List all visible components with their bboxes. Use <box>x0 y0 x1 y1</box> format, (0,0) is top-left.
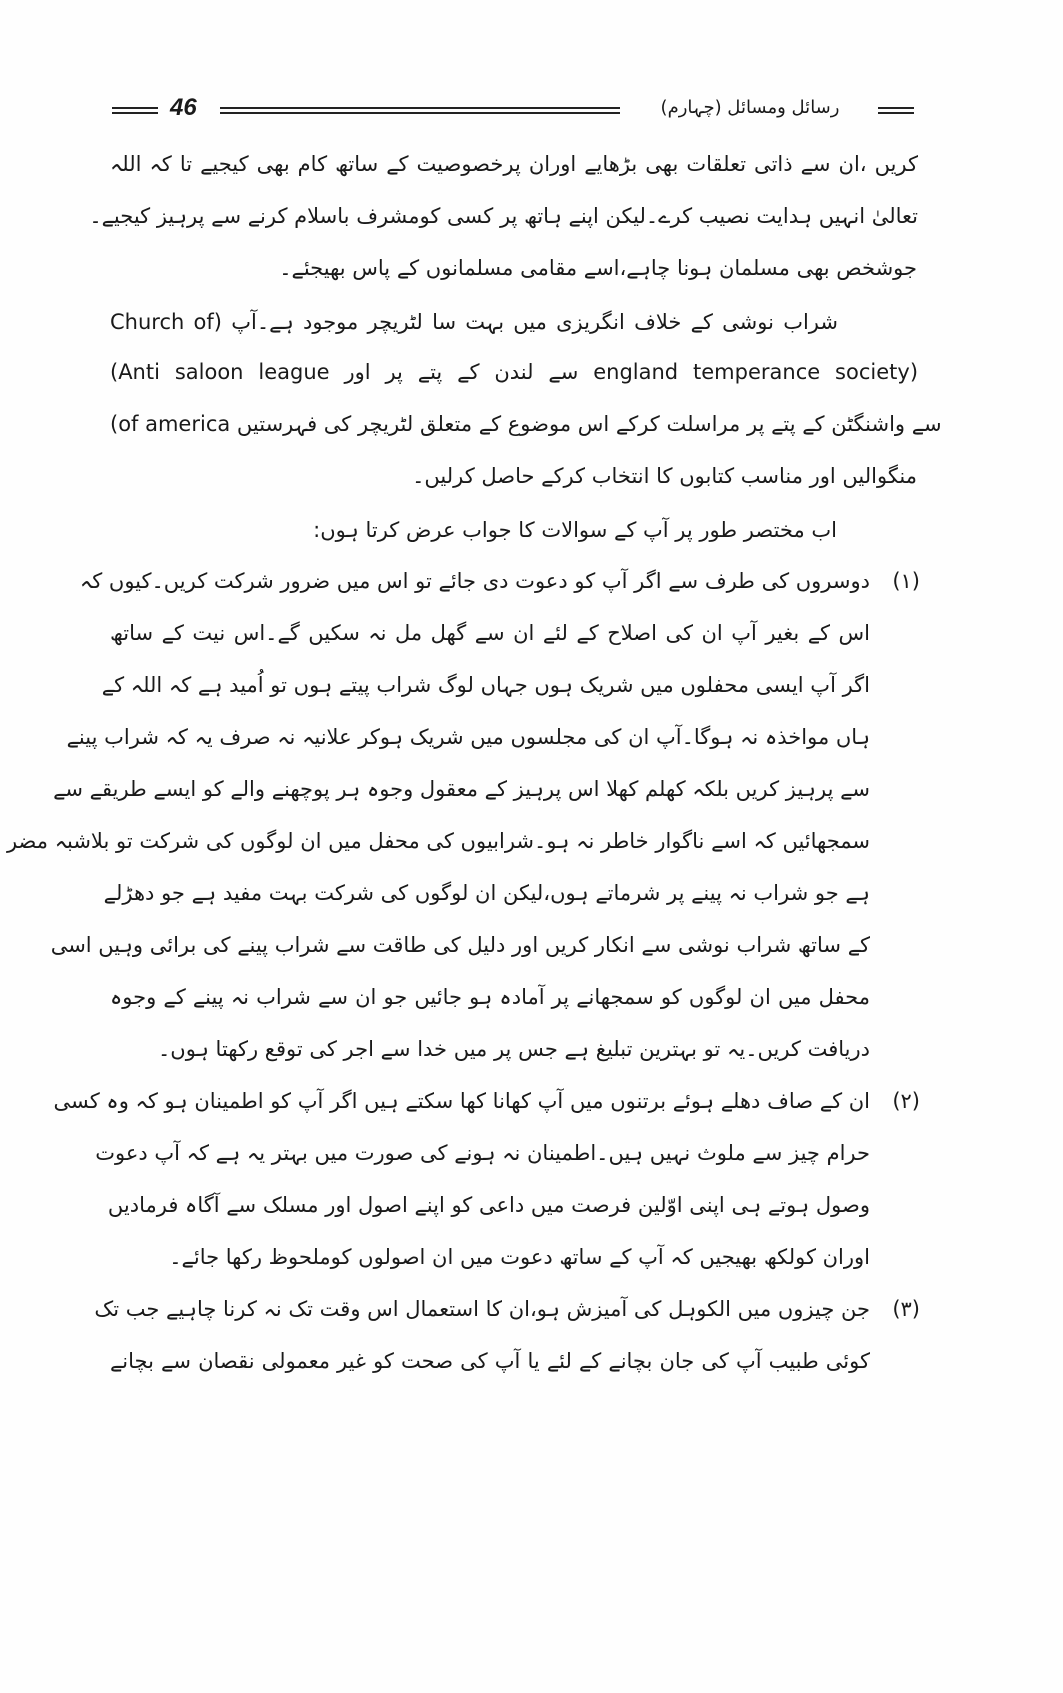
list-item-line: اگر آپ ایسی محفلوں میں شریک ہوں جہاں لوگ شراب پیتے ہوں تو اُمید ہے کہ اللہ کے <box>101 673 870 697</box>
paragraph-line: تعالیٰ انہیں ہدایت نصیب کرے۔لیکن اپنے ہاتھ پر کسی کومشرف باسلام کرنے سے پرہیز کیجیے۔ <box>89 204 918 228</box>
header-rule-left <box>112 107 158 114</box>
list-item-marker: (۲) <box>892 1089 920 1113</box>
page-header <box>112 93 914 123</box>
paragraph-line: (Anti saloon league سے لندن کے پتے پر اور england temperance society) <box>110 360 919 384</box>
running-title: رسائل ومسائل (چہارم) <box>660 97 840 118</box>
list-item-line: اوران کولکھ بھیجیں کہ آپ کے ساتھ دعوت میں ان اصولوں کوملحوظ رکھا جائے۔ <box>169 1245 870 1269</box>
list-item-line: اس کے بغیر آپ ان کی اصلاح کے لئے ان سے گھل مل نہ سکیں گے۔اس نیت کے ساتھ <box>110 621 870 645</box>
paragraph-line: جوشخص بھی مسلمان ہونا چاہے،اسے مقامی مسلمانوں کے پاس بھیجئے۔ <box>279 256 917 280</box>
list-item-line: سمجھائیں کہ اسے ناگوار خاطر نہ ہو۔شرابیوں کی محفل میں ان لوگوں کی شرکت تو بلاشبہ مضر <box>6 829 870 853</box>
list-item-line: وصول ہوتے ہی اپنی اوّلین فرصت میں داعی کو اپنے اصول اور مسلک سے آگاہ فرمادیں <box>107 1193 870 1217</box>
list-item-line: جن چیزوں میں الکوہل کی آمیزش ہو،ان کا استعمال اس وقت تک نہ کرنا چاہیے جب تک <box>94 1297 870 1321</box>
list-item-line: دوسروں کی طرف سے اگر آپ کو دعوت دی جائے تو اس میں ضرور شرکت کریں۔کیوں کہ <box>79 569 870 593</box>
header-rule-middle <box>220 107 620 114</box>
paragraph-line: کریں ،ان سے ذاتی تعلقات بھی بڑھایے اوران پرخصوصیت کے ساتھ کام بھی کیجیے تا کہ اللہ <box>110 152 918 176</box>
paragraph-line: شراب نوشی کے خلاف انگریزی میں بہت سا لٹریچر موجود ہے۔آپ (Church of <box>110 310 838 334</box>
list-item-line: سے پرہیز کریں بلکہ کھلم کھلا اس پرہیز کے معقول وجوہ ہر پوچھنے والے کو ایسے طریقے سے <box>53 777 870 801</box>
paragraph-line: اب مختصر طور پر آپ کے سوالات کا جواب عرض کرتا ہوں: <box>313 518 837 542</box>
list-item-line: دریافت کریں۔یہ تو بہترین تبلیغ ہے جس پر میں خدا سے اجر کی توقع رکھتا ہوں۔ <box>158 1037 870 1061</box>
list-item-marker: (۳) <box>892 1297 920 1321</box>
list-item-line: ان کے صاف دھلے ہوئے برتنوں میں آپ کھانا کھا سکتے ہیں اگر آپ کو اطمینان ہو کہ وہ کسی <box>53 1089 870 1113</box>
paragraph-line: منگوالیں اور مناسب کتابوں کا انتخاب کرکے حاصل کرلیں۔ <box>412 464 917 488</box>
list-item-line: کوئی طبیب آپ کی جان بچانے کے لئے یا آپ کی صحت کو غیر معمولی نقصان سے بچانے <box>110 1349 870 1373</box>
list-item-line: ہاں مواخذہ نہ ہوگا۔آپ ان کی مجلسوں میں شریک ہوکر علانیہ نہ صرف یہ کہ شراب پینے <box>66 725 870 749</box>
page-number: 46 <box>170 94 197 121</box>
list-item-line: حرام چیز سے ملوث نہیں ہیں۔اطمینان نہ ہونے کی صورت میں بہتر یہ ہے کہ آپ دعوت <box>95 1141 870 1165</box>
paragraph-line: (of america سے واشنگٹن کے پتے پر مراسلت کرکے اس موضوع کے متعلق لٹریچر کی فہرستیں <box>110 412 942 436</box>
list-item-marker: (۱) <box>892 569 920 593</box>
list-item-line: محفل میں ان لوگوں کو سمجھانے پر آمادہ ہو جائیں جو ان سے شراب نہ پینے کے وجوہ <box>110 985 870 1009</box>
list-item-line: کے ساتھ شراب نوشی سے انکار کریں اور دلیل کی طاقت سے شراب پینے کی برائی وہیں اسی <box>50 933 870 957</box>
header-rule-right <box>878 107 914 114</box>
list-item-line: ہے جو شراب نہ پینے پر شرماتے ہوں،لیکن ان لوگوں کی شرکت بہت مفید ہے جو دھڑلے <box>103 881 870 905</box>
